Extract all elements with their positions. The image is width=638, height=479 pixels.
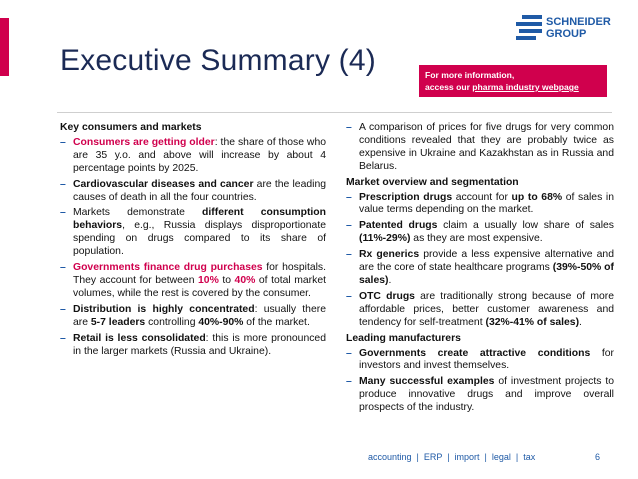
value-text: (39%-50% of sales) [359,262,614,286]
bullet-text: . [388,274,392,286]
value-text: (11%-29%) [359,233,411,245]
bullet-text: provide a less expensive alternative and are the core of state healthcare programs [359,249,614,274]
bullet-text: Markets demonstrate [73,207,203,219]
value-text: 5-7 leaders [90,316,146,328]
dash-icon: – [346,249,352,261]
bullet-distribution [60,304,326,330]
left-column [60,122,326,361]
bullet-text: : this is more pronounced in the larger markets (Russia and Ukraine). [73,332,326,357]
bullet-cardiovascular [60,179,326,205]
bullet-text: of sales in value terms depending on the market. [359,191,614,216]
bullet-text: for hospitals. They account for between [73,262,327,286]
bullet-otc-drugs [346,291,614,330]
bullet-text: for investors and invest themselves. [359,347,614,372]
bullet-governments-finance [60,262,326,301]
logo-word-1: SCHNEIDER [546,16,611,28]
bullet-price-comparison [346,122,614,174]
bullet-governments-create [346,348,614,374]
bullet-text: A comparison of prices for five drugs for very common conditions revealed that they are probably twice as expensive in Ukraine and Kazakhstan as in Russia and Belarus. [359,122,614,172]
emph-text: Governments finance drug purchases [73,262,263,274]
dash-icon: – [346,376,352,388]
emph-text: Rx generics [359,249,420,261]
dash-icon: – [346,290,352,302]
bullet-text: of investment projects to produce innovative drugs and improve overall prospects of the industry. [359,376,614,414]
emph-text: Consumers are getting older [73,136,215,148]
bullet-consumption-behaviors [60,207,326,259]
bullet-text: are traditionally strong because of more affordable prices, better customer awareness and tendency for self-treatment [359,290,615,328]
value-text: 40%-90% [198,316,244,328]
right-column [346,122,614,418]
bullet-text: , e.g., Russia displays disproportionate spending on drugs compared to its share of population. [73,220,326,258]
emph-text: Distribution is highly concentrated [73,303,255,315]
info-line-2-prefix: access our [425,82,473,92]
dash-icon: – [346,191,352,203]
emph-text: Patented drugs [359,220,438,232]
dash-icon: – [60,207,66,219]
footer-services: accounting | ERP | import | legal | tax [368,452,536,462]
emph-text: different consumption behaviors [73,207,326,232]
bullet-text: are the leading causes of death in all the four countries. [73,178,327,203]
bullet-text: : the share of those who are 35 y.o. and above will increase by about 4 percentage points by 2025. [73,136,326,174]
page-number: 6 [595,452,601,462]
section-heading-market-overview: Market overview and segmentation [346,176,519,188]
emph-text: Cardiovascular diseases and cancer [73,178,254,190]
dash-icon: – [60,303,66,315]
bullet-text: of the market. [243,316,310,328]
dash-icon: – [60,136,66,148]
emph-text: OTC drugs [359,290,415,302]
dash-icon: – [346,122,352,133]
emph-text: Governments create attractive conditions [359,347,591,359]
schneider-group-logo [516,10,628,50]
bullet-successful-examples [346,376,614,415]
bullet-text: claim a usually low share of sales [437,220,614,232]
emph-text: Many successful examples [359,376,495,388]
pharma-industry-link[interactable]: pharma industry webpage [472,82,579,92]
bullet-text: as they are most expensive. [410,233,543,245]
dash-icon: – [60,178,66,190]
bullet-consumers-older [60,137,326,176]
section-heading-key-consumers: Key consumers and markets [60,122,202,133]
dash-icon: – [346,220,352,232]
logo-stripes-icon [516,13,542,45]
info-box [419,65,607,97]
logo-word-2: GROUP [546,28,587,40]
page-title: Executive Summary (4) [60,44,376,77]
bullet-text: account for [452,191,512,203]
value-text: (32%-41% of sales) [485,316,580,328]
bullet-text: . [579,316,582,328]
emph-text: Retail is less consolidated [73,332,206,344]
bullet-text: controlling [145,316,199,328]
bullet-text: to [218,274,235,286]
bullet-text: : usually there are [73,303,326,328]
accent-bar [0,18,9,76]
value-text: up to 68% [511,191,563,203]
bullet-text: of total market volumes, while the rest is covered by the consumer. [73,274,326,299]
bullet-rx-generics [346,249,614,288]
dash-icon: – [60,332,66,344]
emph-text: Prescription drugs [359,191,453,203]
dash-icon: – [346,347,352,359]
dash-icon: – [60,262,66,274]
section-heading-leading-manufacturers: Leading manufacturers [346,332,461,344]
bullet-retail [60,333,326,359]
value-text: 10% [198,274,219,286]
info-line-1: For more information, [425,70,515,80]
bullet-patented-drugs [346,220,614,246]
value-text: 40% [234,274,256,286]
bullet-prescription-drugs [346,192,614,218]
divider [57,112,612,113]
